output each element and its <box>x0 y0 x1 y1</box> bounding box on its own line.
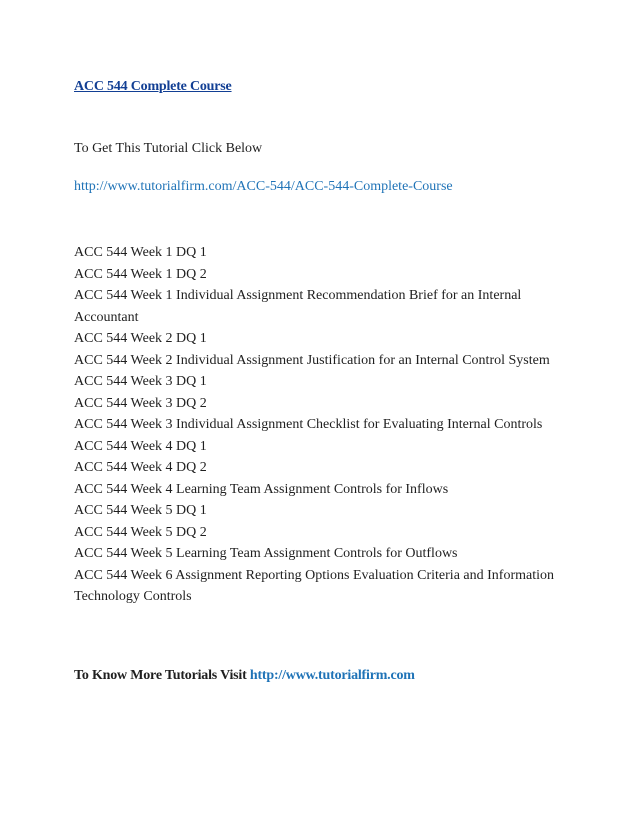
list-item: ACC 544 Week 5 Learning Team Assignment Controls for Outflows <box>74 546 458 561</box>
footer-text: To Know More Tutorials Visit <box>74 668 247 683</box>
document-title: ACC 544 Complete Course <box>74 79 232 94</box>
list-item: ACC 544 Week 1 DQ 2 <box>74 266 207 282</box>
footer <box>74 668 415 684</box>
course-item-list <box>74 242 574 608</box>
list-item: ACC 544 Week 1 Individual Assignment Recommendation Brief for an Internal Accountant <box>74 288 522 325</box>
footer-link[interactable]: http://www.tutorialfirm.com <box>249 668 415 683</box>
list-item: ACC 544 Week 2 DQ 1 <box>74 331 207 346</box>
list-item: ACC 544 Week 3 DQ 1 <box>74 374 207 389</box>
course-link[interactable]: http://www.tutorialfirm.com/ACC-544/ACC-544-Complete-Course <box>74 179 453 194</box>
list-item: ACC 544 Week 1 DQ 1 <box>74 245 207 260</box>
list-item: ACC 544 Week 3 DQ 2 <box>74 395 207 411</box>
list-item: ACC 544 Week 6 Assignment Reporting Options Evaluation Criteria and Information Technology Controls <box>74 567 554 604</box>
list-item: ACC 544 Week 2 Individual Assignment Justification for an Internal Control System <box>74 352 550 368</box>
list-item: ACC 544 Week 3 Individual Assignment Checklist for Evaluating Internal Controls <box>74 417 543 432</box>
list-item: ACC 544 Week 5 DQ 2 <box>74 524 207 540</box>
list-item: ACC 544 Week 5 DQ 1 <box>74 503 207 518</box>
list-item: ACC 544 Week 4 DQ 2 <box>74 460 207 475</box>
intro-text: To Get This Tutorial Click Below <box>74 141 263 156</box>
list-item: ACC 544 Week 4 Learning Team Assignment Controls for Inflows <box>74 481 449 497</box>
list-item: ACC 544 Week 4 DQ 1 <box>74 438 207 454</box>
